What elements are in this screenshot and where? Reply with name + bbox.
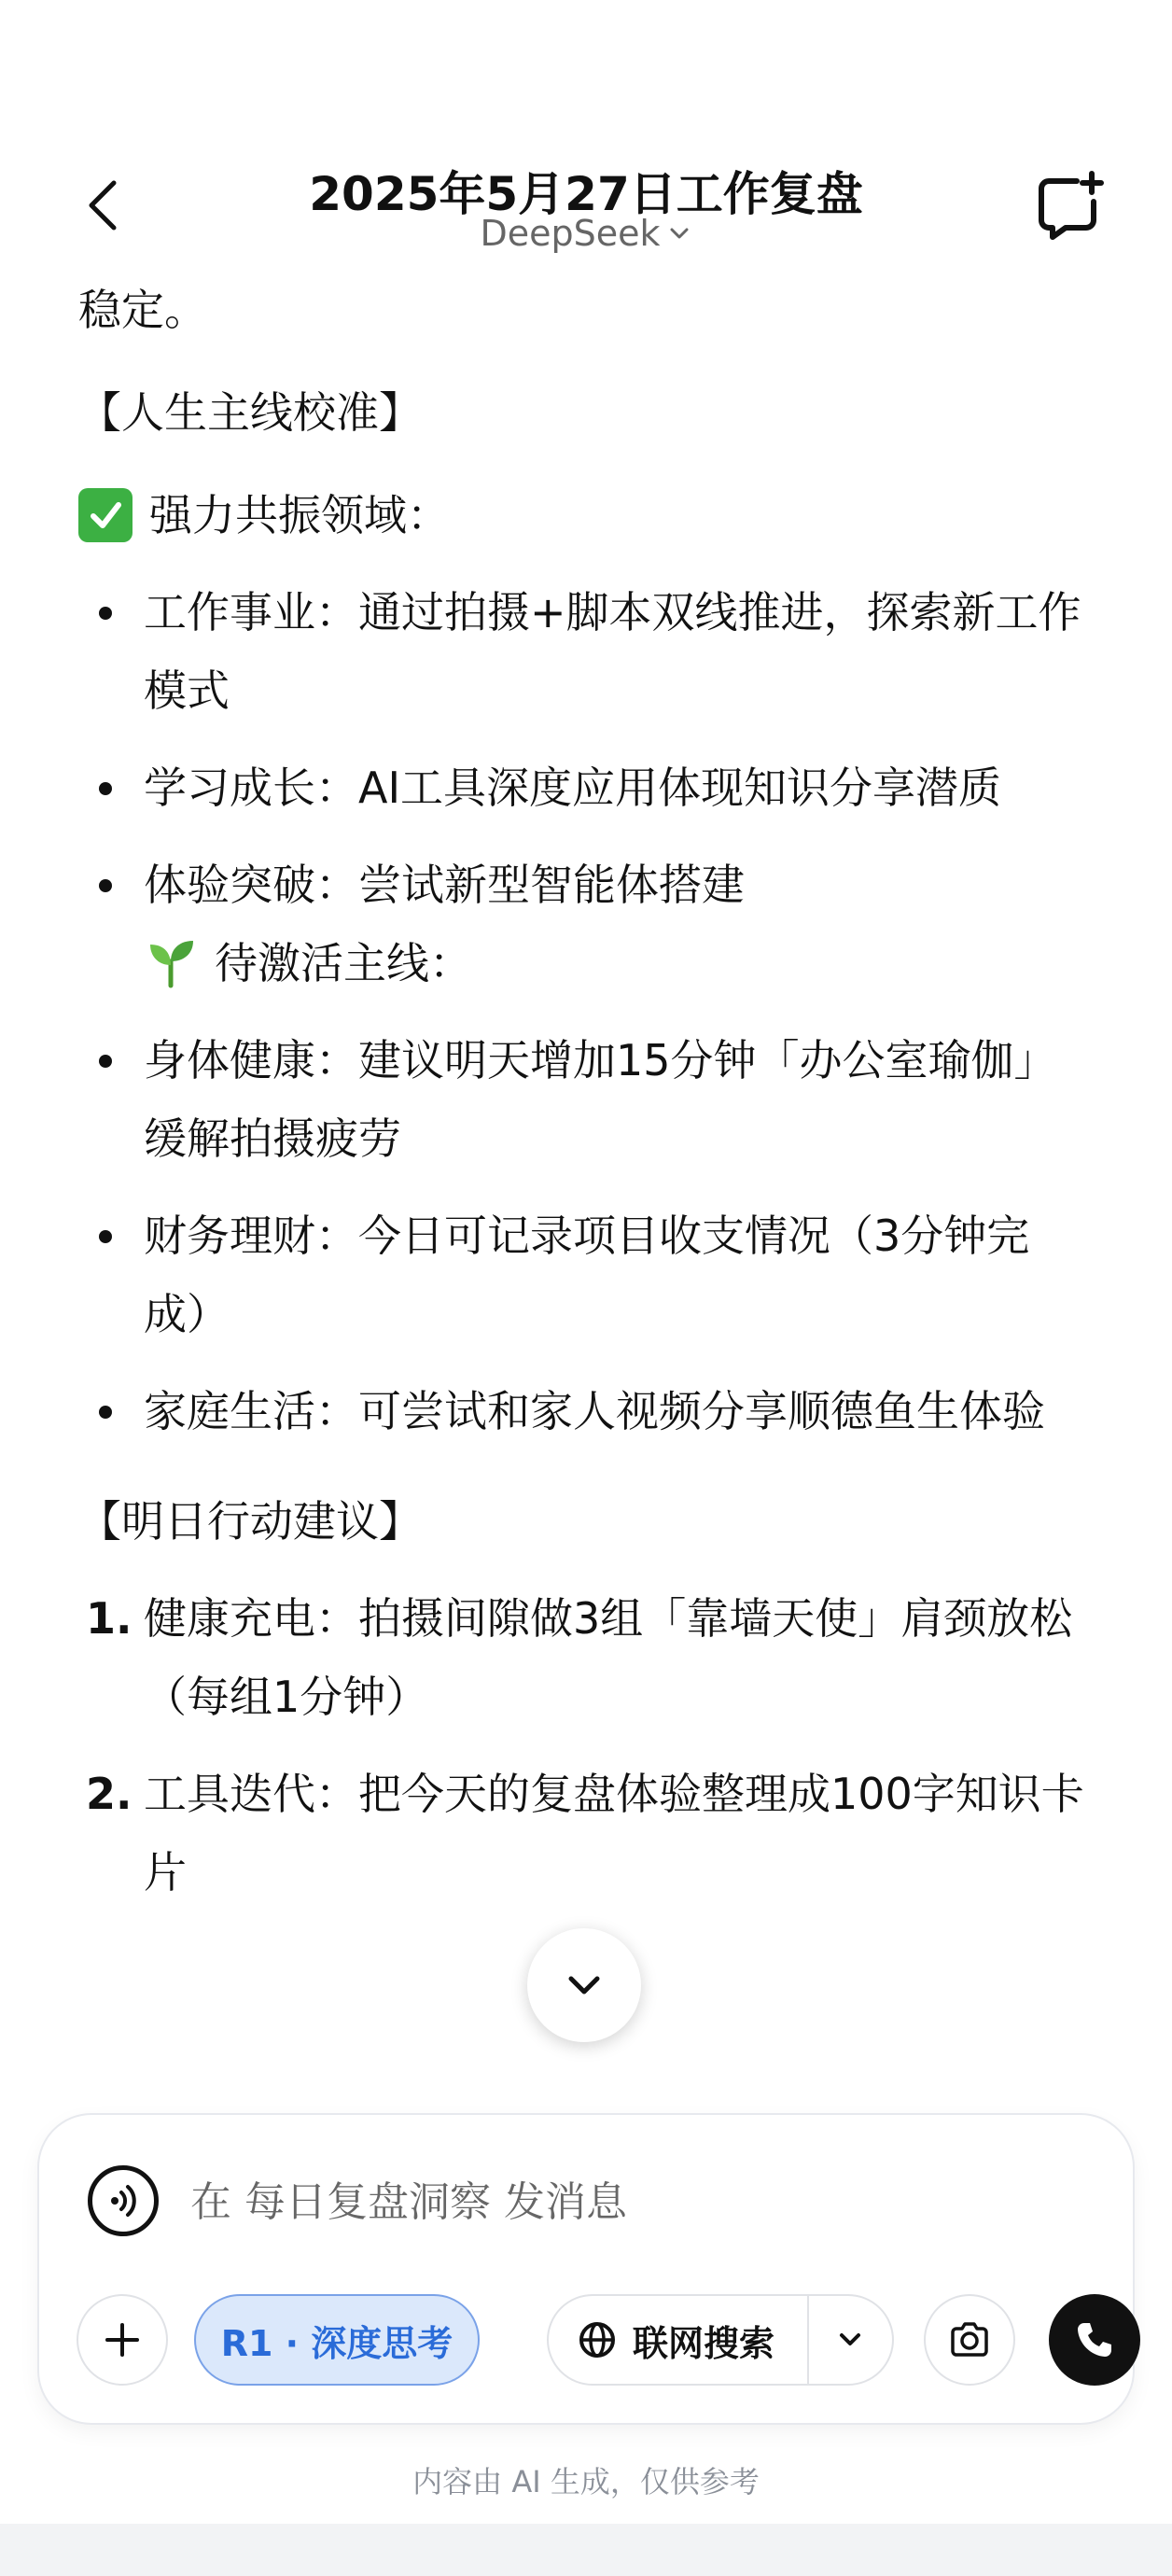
plus-icon — [102, 2319, 143, 2360]
chat-header — [0, 140, 1172, 271]
list-item: 工作事业：通过拍摄+脚本双线推进，探索新工作模式 — [78, 573, 1094, 730]
camera-button[interactable] — [924, 2294, 1015, 2386]
list-number: 2. — [86, 1769, 133, 1819]
subheading-label: 强力共振领域： — [149, 490, 450, 540]
deep-think-toggle[interactable] — [194, 2294, 480, 2386]
model-selector[interactable] — [0, 213, 1172, 254]
chevron-down-icon — [562, 1963, 607, 2008]
phone-icon — [1073, 2318, 1116, 2361]
list-item: 财务理财：今日可记录项目收支情况（3分钟完成） — [78, 1197, 1094, 1353]
list-text: 工具迭代：把今天的复盘体验整理成100字知识卡片 — [144, 1769, 1084, 1897]
camera-icon — [947, 2317, 992, 2362]
new-chat-icon — [1034, 170, 1109, 245]
web-search-control — [547, 2294, 894, 2386]
ai-disclaimer: 内容由 AI 生成，仅供参考 — [412, 2464, 760, 2499]
chevron-down-icon — [834, 2324, 866, 2356]
web-search-toggle[interactable] — [549, 2315, 798, 2366]
globe-icon — [577, 2319, 618, 2360]
list-number: 1. — [86, 1593, 133, 1644]
strong-list — [78, 573, 1094, 924]
add-attachment-button[interactable] — [77, 2294, 168, 2386]
scroll-to-bottom-button[interactable] — [527, 1928, 641, 2042]
text-fragment: 稳定。 — [78, 285, 207, 335]
message-content — [78, 271, 1094, 1911]
system-nav-bar — [0, 2524, 1172, 2576]
check-mark-icon — [78, 488, 133, 542]
composer-toolbar — [77, 2292, 1095, 2387]
model-name: DeepSeek — [480, 213, 661, 254]
message-composer — [39, 2115, 1133, 2423]
deep-think-label: R1 · 深度思考 — [220, 2322, 453, 2364]
page-title: 2025年5月27日工作复盘 — [309, 167, 863, 221]
voice-input-button[interactable] — [88, 2165, 159, 2236]
web-search-label: 联网搜索 — [633, 2322, 775, 2364]
subheading-label: 待激活主线： — [215, 938, 472, 988]
chevron-down-icon — [666, 220, 692, 246]
search-options-button[interactable] — [809, 2294, 892, 2386]
section-title: 【明日行动建议】 — [78, 1496, 422, 1547]
list-item: 家庭生活：可尝试和家人视频分享顺德鱼生体验 — [78, 1372, 1094, 1450]
message-input[interactable] — [188, 2165, 1032, 2238]
list-item — [78, 1755, 1094, 1911]
list-item: 体验突破：尝试新型智能体搭建 — [78, 846, 1094, 924]
list-item: 身体健康：建议明天增加15分钟「办公室瑜伽」缓解拍摄疲劳 — [78, 1021, 1094, 1178]
sprout-icon — [144, 936, 198, 990]
new-chat-button[interactable] — [1032, 168, 1110, 246]
voice-icon — [102, 2179, 145, 2222]
action-list — [78, 1579, 1094, 1911]
list-item: 学习成长：AI工具深度应用体现知识分享潜质 — [78, 749, 1094, 827]
voice-call-button[interactable] — [1049, 2294, 1140, 2386]
subheading-pending — [78, 924, 1094, 1002]
pending-list — [78, 1021, 1094, 1450]
list-item — [78, 1579, 1094, 1736]
section-title: 【人生主线校准】 — [78, 387, 422, 438]
subheading-strong — [78, 476, 1094, 554]
list-text: 健康充电：拍摄间隙做3组「靠墙天使」肩颈放松（每组1分钟） — [144, 1593, 1073, 1722]
